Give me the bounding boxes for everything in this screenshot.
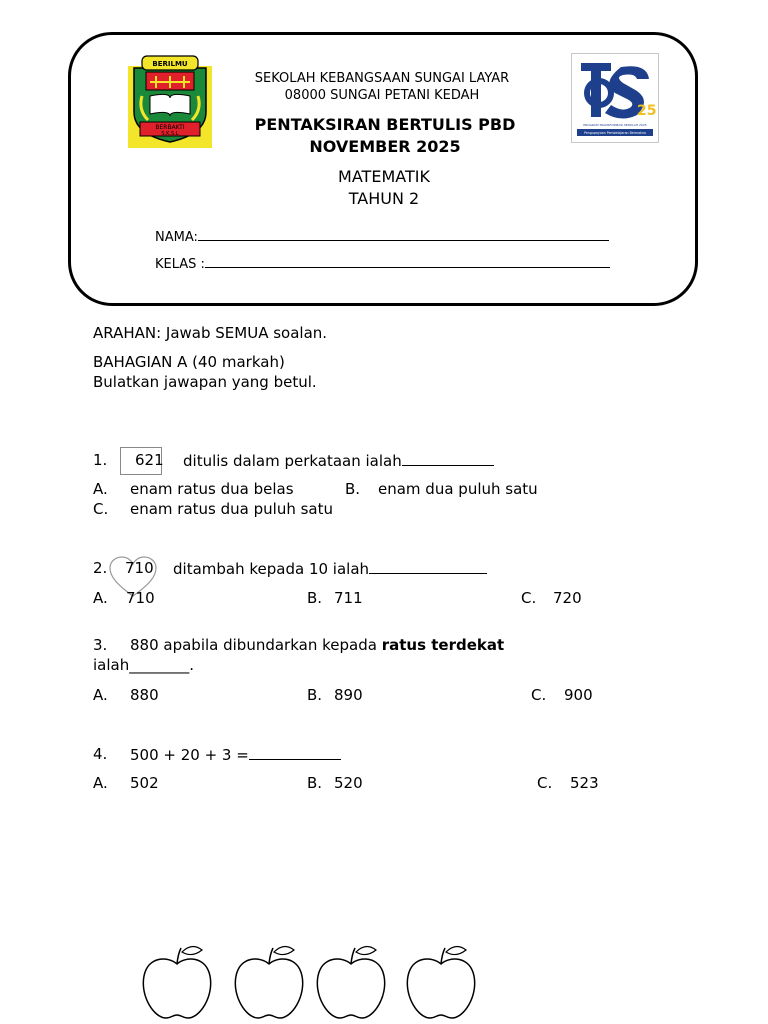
question-4-answer-line	[249, 745, 341, 760]
class-label: KELAS :	[155, 257, 205, 272]
option-letter: B.	[307, 686, 323, 704]
option-letter: A.	[93, 774, 108, 792]
question-1-prompt: ditulis dalam perkataan ialah	[183, 452, 402, 470]
option-letter: C.	[521, 589, 537, 607]
year-title: TAHUN 2	[348, 189, 420, 208]
question-1-number: 1.	[93, 451, 108, 469]
question-2-prompt: ditambah kepada 10 ialah	[173, 560, 370, 578]
question-4-expression: 500 + 20 + 3 =	[130, 746, 249, 764]
question-4-option-a[interactable]	[93, 774, 108, 792]
school-crest-logo	[126, 52, 214, 150]
question-4-text	[130, 745, 341, 764]
crest-bottom-ribbon-text: BERBAKTI	[155, 124, 185, 131]
question-3-option-b-text[interactable]: 890	[334, 686, 363, 704]
question-4-option-b-text[interactable]: 520	[334, 774, 363, 792]
question-1-option-b-text[interactable]: enam dua puluh satu	[378, 480, 538, 498]
section-task: Bulatkan jawapan yang betul.	[93, 373, 317, 391]
question-2-option-b-text[interactable]: 711	[334, 589, 363, 607]
assessment-date: NOVEMBER 2025	[309, 137, 461, 156]
name-input-line[interactable]	[198, 228, 609, 241]
question-3-prompt-emphasis: ratus terdekat	[381, 636, 505, 654]
program-logo-caption-2: Pengupayaan Pembelajaran Bermakna	[584, 131, 646, 135]
class-field-row	[155, 255, 610, 272]
question-4-option-a-text[interactable]: 502	[130, 774, 159, 792]
question-2-number: 2.	[93, 559, 108, 577]
question-3-option-c[interactable]	[531, 686, 546, 704]
apple-icon	[404, 944, 478, 1020]
question-1-option-b[interactable]	[345, 480, 360, 498]
school-address: 08000 SUNGAI PETANI KEDAH	[284, 88, 480, 103]
program-logo-number: 25	[637, 103, 657, 119]
question-3-prompt: 880 apabila dibundarkan kepada	[130, 636, 377, 654]
option-letter: C.	[537, 774, 553, 792]
apple-icon	[314, 944, 388, 1020]
question-4-option-c-text[interactable]: 523	[570, 774, 599, 792]
question-2-answer-line	[369, 559, 487, 574]
question-3-prompt-line2: ialah________.	[93, 656, 194, 674]
question-2-option-a[interactable]	[93, 589, 108, 607]
subject-title: MATEMATIK	[338, 167, 430, 186]
question-2-option-b[interactable]	[307, 589, 322, 607]
option-letter: B.	[345, 480, 361, 498]
question-1-option-c-text[interactable]: enam ratus dua puluh satu	[130, 500, 333, 518]
section-heading: BAHAGIAN A (40 markah)	[93, 353, 285, 371]
question-3-number: 3.	[93, 636, 108, 654]
question-3-option-c-text[interactable]: 900	[564, 686, 593, 704]
question-1-value: 621	[135, 451, 164, 469]
name-label: NAMA:	[155, 230, 198, 245]
option-letter: B.	[307, 589, 323, 607]
crest-initials-text: S.K.S.L	[161, 131, 179, 137]
question-3-option-a-text[interactable]: 880	[130, 686, 159, 704]
option-letter: C.	[531, 686, 547, 704]
assessment-title: PENTAKSIRAN BERTULIS PBD	[254, 115, 516, 134]
apple-icon	[140, 944, 214, 1020]
program-logo-caption-1: PROGRAM TRANSFORMASI SEKOLAH 2025	[583, 123, 647, 127]
question-2-value: 710	[125, 559, 154, 577]
question-3-option-a[interactable]	[93, 686, 108, 704]
question-1-option-a-text[interactable]: enam ratus dua belas	[130, 480, 294, 498]
question-3-text	[130, 636, 504, 654]
crest-top-ribbon-text: BERILMU	[152, 60, 188, 68]
question-2-option-a-text[interactable]: 710	[126, 589, 155, 607]
question-2-text	[173, 559, 487, 578]
question-4-option-c[interactable]	[537, 774, 552, 792]
instruction-arahan: ARAHAN: Jawab SEMUA soalan.	[93, 324, 328, 342]
question-1-option-c[interactable]	[93, 500, 108, 518]
question-2-option-c-text[interactable]: 720	[553, 589, 582, 607]
option-letter: C.	[93, 500, 109, 518]
question-3-option-b[interactable]	[307, 686, 322, 704]
option-letter: A.	[93, 589, 108, 607]
question-2-option-c[interactable]	[521, 589, 536, 607]
name-field-row	[155, 228, 609, 245]
class-input-line[interactable]	[205, 255, 610, 268]
question-1-option-a[interactable]	[93, 480, 108, 498]
school-name: SEKOLAH KEBANGSAAN SUNGAI LAYAR	[254, 71, 510, 86]
question-1-answer-line	[402, 451, 494, 466]
option-letter: A.	[93, 686, 108, 704]
question-4-option-b[interactable]	[307, 774, 322, 792]
question-4-number: 4.	[93, 745, 108, 763]
apple-icon	[232, 944, 306, 1020]
transformation-program-logo	[571, 53, 659, 143]
question-1-text	[183, 451, 494, 470]
option-letter: A.	[93, 480, 108, 498]
option-letter: B.	[307, 774, 323, 792]
